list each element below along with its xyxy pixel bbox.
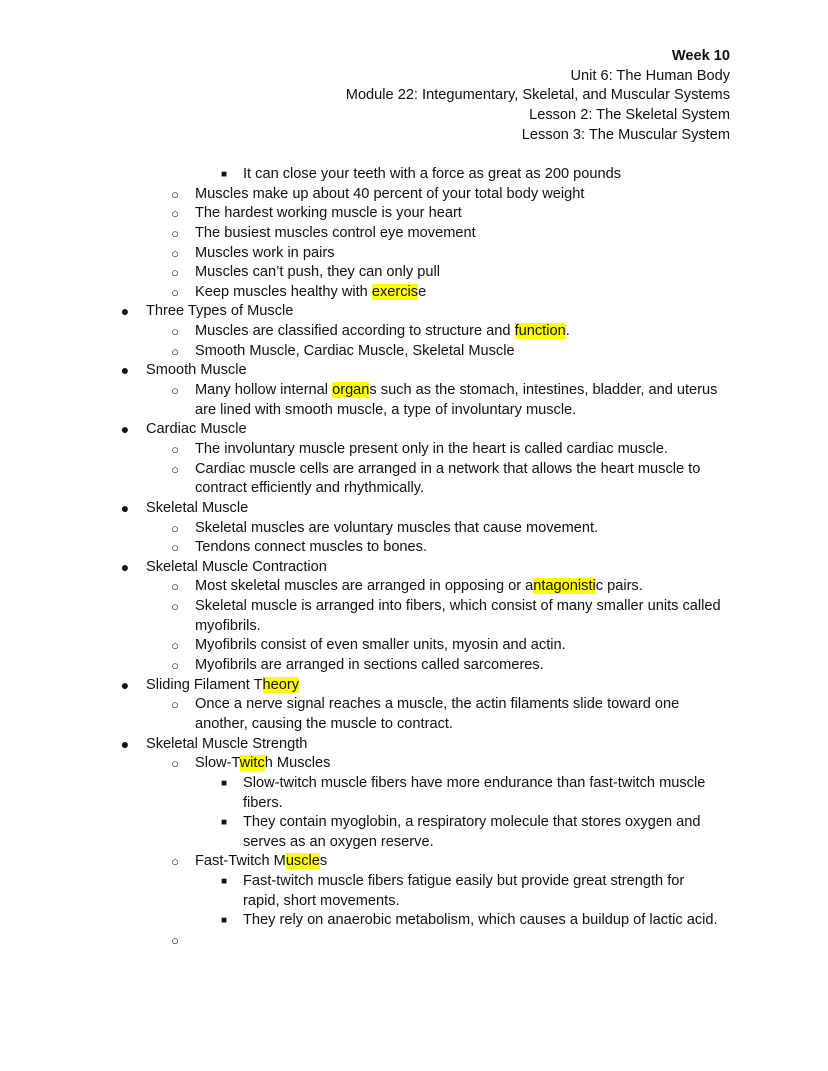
- disc-bullet-icon: ●: [120, 421, 130, 438]
- list-item: ○ Tendons connect muscles to bones.: [0, 538, 828, 558]
- module-label: Module 22: Integumentary, Skeletal, and Muscular Systems: [345, 87, 730, 104]
- unit-label: Unit 6: The Human Body: [570, 67, 730, 84]
- disc-bullet-icon: ●: [120, 362, 130, 379]
- section-heading: ● Skeletal Muscle Contraction: [0, 558, 828, 578]
- highlighted-text: ntagonisti: [533, 578, 596, 595]
- circle-bullet-icon: ○: [171, 265, 179, 281]
- list-item: ○ Muscles can’t push, they can only pull: [0, 263, 828, 283]
- list-item: ■ They contain myoglobin, a respiratory molecule that stores oxygen and: [0, 813, 828, 833]
- section-heading: ● Skeletal Muscle: [0, 499, 828, 519]
- highlighted-text: uscle: [285, 853, 320, 870]
- highlighted-text: function: [514, 323, 566, 340]
- section-heading: ● Smooth Muscle: [0, 361, 828, 381]
- disc-bullet-icon: ●: [120, 676, 130, 693]
- circle-bullet-icon: ○: [171, 854, 179, 870]
- list-item-continuation: myofibrils.: [195, 617, 261, 634]
- square-bullet-icon: ■: [220, 817, 228, 829]
- list-item: ○ Muscles make up about 40 percent of your total body weight: [0, 185, 828, 205]
- highlighted-text: witc: [239, 755, 265, 772]
- list-item: ○ Once a nerve signal reaches a muscle, the actin filaments slide toward one: [0, 695, 828, 715]
- list-item: ○ The busiest muscles control eye movement: [0, 224, 828, 244]
- list-item: ■ They rely on anaerobic metabolism, which causes a buildup of lactic acid.: [0, 911, 828, 931]
- list-item: ○ Muscles work in pairs: [0, 244, 828, 264]
- list-item: ■ It can close your teeth with a force as great as 200 pounds: [0, 165, 828, 185]
- circle-bullet-icon: ○: [171, 756, 179, 772]
- list-item-continuation: serves as an oxygen reserve.: [243, 833, 434, 850]
- circle-bullet-icon: ○: [171, 461, 179, 477]
- week-label: Week 10: [671, 48, 730, 64]
- empty-list-item: [0, 931, 828, 951]
- circle-bullet-icon: ○: [171, 343, 179, 359]
- list-item-continuation: fibers.: [243, 794, 283, 811]
- square-bullet-icon: ■: [220, 169, 228, 180]
- square-bullet-icon: ■: [220, 876, 228, 888]
- list-item: ○ Myofibrils consist of even smaller units, myosin and actin.: [0, 636, 828, 656]
- disc-bullet-icon: ●: [120, 735, 130, 752]
- circle-bullet-icon: ○: [171, 638, 179, 654]
- highlighted-text: heory: [262, 676, 300, 693]
- list-item: ■ Fast-twitch muscle fibers fatigue easily but provide great strength for: [0, 872, 828, 892]
- highlighted-text: exercis: [371, 283, 419, 300]
- list-item: ○ Myofibrils are arranged in sections called sarcomeres.: [0, 656, 828, 676]
- circle-bullet-icon: ○: [171, 225, 179, 241]
- list-item: ○ Muscles are classified according to structure and function.: [0, 322, 828, 342]
- lesson-2-label: Lesson 2: The Skeletal System: [529, 107, 730, 124]
- square-bullet-icon: ■: [220, 915, 228, 927]
- list-item: ○ Slow-Twitch Muscles: [0, 754, 828, 774]
- circle-bullet-icon: ○: [171, 383, 179, 399]
- list-item: ○ Smooth Muscle, Cardiac Muscle, Skeletal Muscle: [0, 342, 828, 362]
- circle-bullet-icon: ○: [171, 441, 179, 457]
- highlighted-text: organ: [332, 382, 370, 399]
- disc-bullet-icon: ●: [120, 558, 130, 575]
- circle-bullet-icon: ○: [171, 324, 179, 340]
- disc-bullet-icon: ●: [120, 499, 130, 516]
- circle-bullet-icon: ○: [171, 932, 179, 948]
- list-item: ○ Many hollow internal organs such as the stomach, intestines, bladder, and uterus: [0, 381, 828, 401]
- list-item-continuation: contract efficiently and rhythmically.: [195, 480, 425, 497]
- list-item: ○ Skeletal muscles are voluntary muscles that cause movement.: [0, 519, 828, 539]
- list-item: ○ Keep muscles healthy with exercise: [0, 283, 828, 303]
- notes-content: [0, 165, 828, 951]
- disc-bullet-icon: ●: [120, 303, 130, 320]
- circle-bullet-icon: ○: [171, 284, 179, 300]
- circle-bullet-icon: ○: [171, 186, 179, 202]
- list-item-continuation: are lined with smooth muscle, a type of involuntary muscle.: [195, 401, 577, 418]
- circle-bullet-icon: ○: [171, 245, 179, 261]
- section-heading: ● Cardiac Muscle: [0, 420, 828, 440]
- square-bullet-icon: ■: [220, 777, 228, 789]
- circle-bullet-icon: ○: [171, 579, 179, 595]
- section-heading: ● Sliding Filament Theory: [0, 676, 828, 696]
- list-item-continuation: another, causing the muscle to contract.: [195, 715, 453, 732]
- list-item: ○ Cardiac muscle cells are arranged in a network that allows the heart muscle to: [0, 460, 828, 480]
- list-item: ○ Most skeletal muscles are arranged in opposing or antagonistic pairs.: [0, 577, 828, 597]
- list-item: ■ Slow-twitch muscle fibers have more endurance than fast-twitch muscle: [0, 774, 828, 794]
- circle-bullet-icon: ○: [171, 697, 179, 713]
- lesson-3-label: Lesson 3: The Muscular System: [521, 126, 730, 143]
- section-heading: ● Skeletal Muscle Strength: [0, 735, 828, 755]
- circle-bullet-icon: ○: [171, 658, 179, 674]
- circle-bullet-icon: ○: [171, 206, 179, 222]
- list-item: ○ Skeletal muscle is arranged into fibers, which consist of many smaller units called: [0, 597, 828, 617]
- circle-bullet-icon: ○: [171, 520, 179, 536]
- list-item: ○ The hardest working muscle is your heart: [0, 204, 828, 224]
- document-header: [346, 47, 730, 146]
- list-item-continuation: rapid, short movements.: [243, 892, 400, 909]
- circle-bullet-icon: ○: [171, 540, 179, 556]
- circle-bullet-icon: ○: [171, 599, 179, 615]
- list-item: ○ Fast-Twitch Muscles: [0, 852, 828, 872]
- section-heading: ● Three Types of Muscle: [0, 302, 828, 322]
- list-item: ○ The involuntary muscle present only in the heart is called cardiac muscle.: [0, 440, 828, 460]
